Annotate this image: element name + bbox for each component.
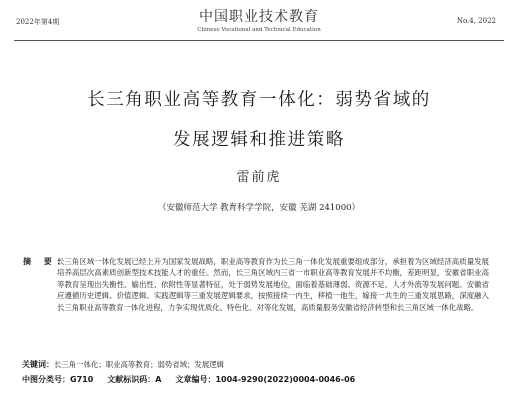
article-title-line2: 发展逻辑和推进策略 xyxy=(173,130,345,150)
keywords-text: 长三角一体化；职业高等教育；弱势省域；发展逻辑 xyxy=(54,360,224,369)
document-code: 文献标识码：A xyxy=(107,375,162,384)
article-number: 文章编号：1004-9290(2022)0004-0046-06 xyxy=(175,375,356,384)
classification-line xyxy=(22,374,369,385)
abstract-label: 摘 要： xyxy=(23,257,70,266)
issue-label-right: No.4, 2022 xyxy=(456,17,496,25)
abstract-text: 长三角区域一体化发展已经上升为国家发展战略，职业高等教育作为长三角一体化发展重要组成部分，承担着为区域经济高质量发展培养高层次高素质创新型技术技能人才的重任。然而，长三角区域内三省一市职业高等教育发展并不均衡，差距明显，安徽省职业高等教育呈现出失衡性、输出性、依附性等显著特征，处于弱势发展地位，面临着基础薄弱、资源不足、人才外流等发展问题。安徽省应遵循历史逻辑、价值逻辑、实践逻辑等三重发展逻辑要求，按照接续一内生，移植一他生，嫁接一共生的三重发展思路，深度融入长三角职业高等教育一体化进程，力争实现优质化、特色化、对等化发展，高质量服务安徽省经济转型和长三角区域一体化战略。 xyxy=(57,257,489,312)
classification-number: 中图分类号：G710 xyxy=(22,375,94,384)
issue-label-left: 2022年第4期 xyxy=(16,18,60,26)
keywords-line xyxy=(22,359,224,370)
article-title-line1: 长三角职业高等教育一体化：弱势省域的 xyxy=(87,90,431,110)
keywords-label: 关键词： xyxy=(22,360,54,369)
journal-title-cn: 中国职业技术教育 xyxy=(199,9,319,25)
journal-masthead xyxy=(0,6,518,33)
author-affiliation: （安徽师范大学 教育科学学院，安徽 芜湖 241000） xyxy=(157,203,361,213)
header-divider xyxy=(14,40,504,41)
author-name: 雷前虎 xyxy=(236,170,282,185)
journal-title-en: Chinese Vocational and Technical Education xyxy=(197,27,321,33)
abstract-block xyxy=(23,256,489,313)
journal-header xyxy=(0,0,518,42)
